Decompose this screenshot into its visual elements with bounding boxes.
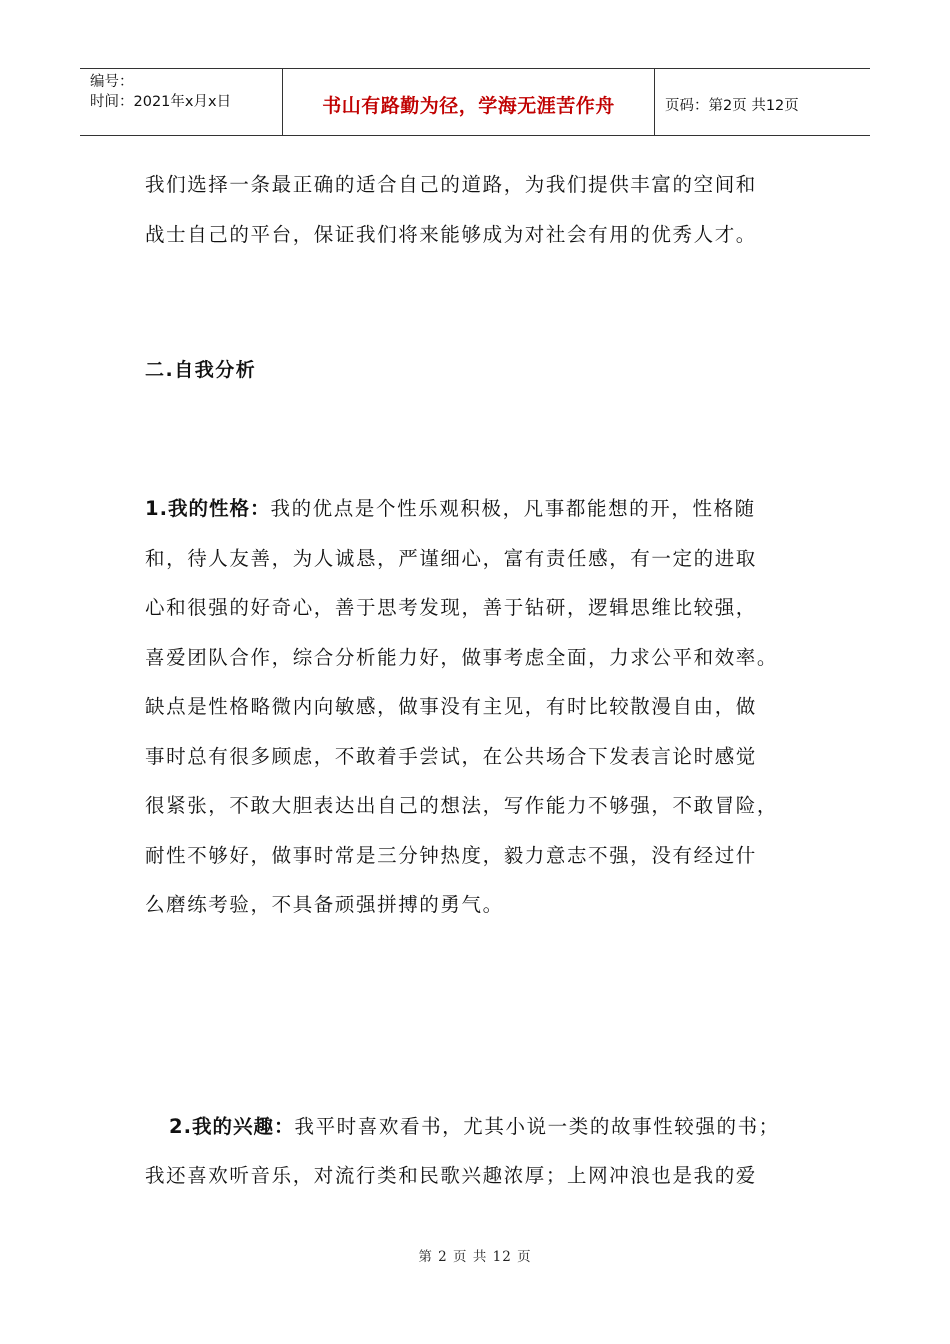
document-body bbox=[145, 160, 815, 1201]
personality-line: 很紧张，不敢大胆表达出自己的想法，写作能力不够强，不敢冒险， bbox=[145, 794, 779, 817]
interests-lead: 2.我的兴趣： bbox=[169, 1114, 295, 1138]
intro-line: 我们选择一条最正确的适合自己的道路，为我们提供丰富的空间和 bbox=[145, 173, 757, 196]
personality-line: 和，待人友善，为人诚恳，严谨细心，富有责任感，有一定的进取 bbox=[145, 546, 757, 570]
intro-paragraph bbox=[145, 160, 815, 259]
personality-line: 缺点是性格略微内向敏感，做事没有主见，有时比较散漫自由，做 bbox=[145, 695, 757, 718]
personality-line: 事时总有很多顾虑，不敢着手尝试，在公共场合下发表言论时感觉 bbox=[145, 744, 757, 768]
document-header bbox=[80, 68, 870, 136]
intro-line: 战士自己的平台，保证我们将来能够成为对社会有用的优秀人才。 bbox=[145, 222, 757, 246]
section-heading: 二.自我分析 bbox=[145, 359, 257, 381]
interests-paragraph bbox=[145, 1102, 815, 1201]
personality-line-text: 我的优点是个性乐观积极，凡事都能想的开，性格随 bbox=[270, 497, 756, 520]
header-time-label: 时间：2021年x月x日 bbox=[90, 94, 232, 110]
page-footer: 第 2 页 共 12 页 bbox=[418, 1249, 532, 1265]
header-page-info: 页码：第2页 共12页 bbox=[665, 97, 799, 114]
personality-paragraph bbox=[145, 484, 815, 930]
personality-line: 心和很强的好奇心，善于思考发现，善于钻研，逻辑思维比较强， bbox=[145, 596, 757, 619]
personality-lead: 1.我的性格： bbox=[145, 497, 271, 520]
interests-line bbox=[145, 1102, 815, 1152]
interests-line: 我还喜欢听音乐，对流行类和民歌兴趣浓厚；上网冲浪也是我的爱 bbox=[145, 1164, 757, 1187]
header-meta bbox=[80, 69, 282, 135]
personality-line: 么磨练考验，不具备顽强拼搏的勇气。 bbox=[145, 893, 504, 916]
personality-line: 耐性不够好，做事时常是三分钟热度，毅力意志不强，没有经过什 bbox=[145, 843, 757, 867]
interests-line-text: 我平时喜欢看书，尤其小说一类的故事性较强的书； bbox=[294, 1114, 780, 1138]
personality-line: 喜爱团队合作，综合分析能力好，做事考虑全面，力求公平和效率。 bbox=[145, 645, 779, 669]
personality-line bbox=[145, 484, 815, 534]
header-number-label: 编号： bbox=[90, 74, 134, 90]
header-motto: 书山有路勤为径，学海无涯苦作舟 bbox=[282, 69, 655, 135]
